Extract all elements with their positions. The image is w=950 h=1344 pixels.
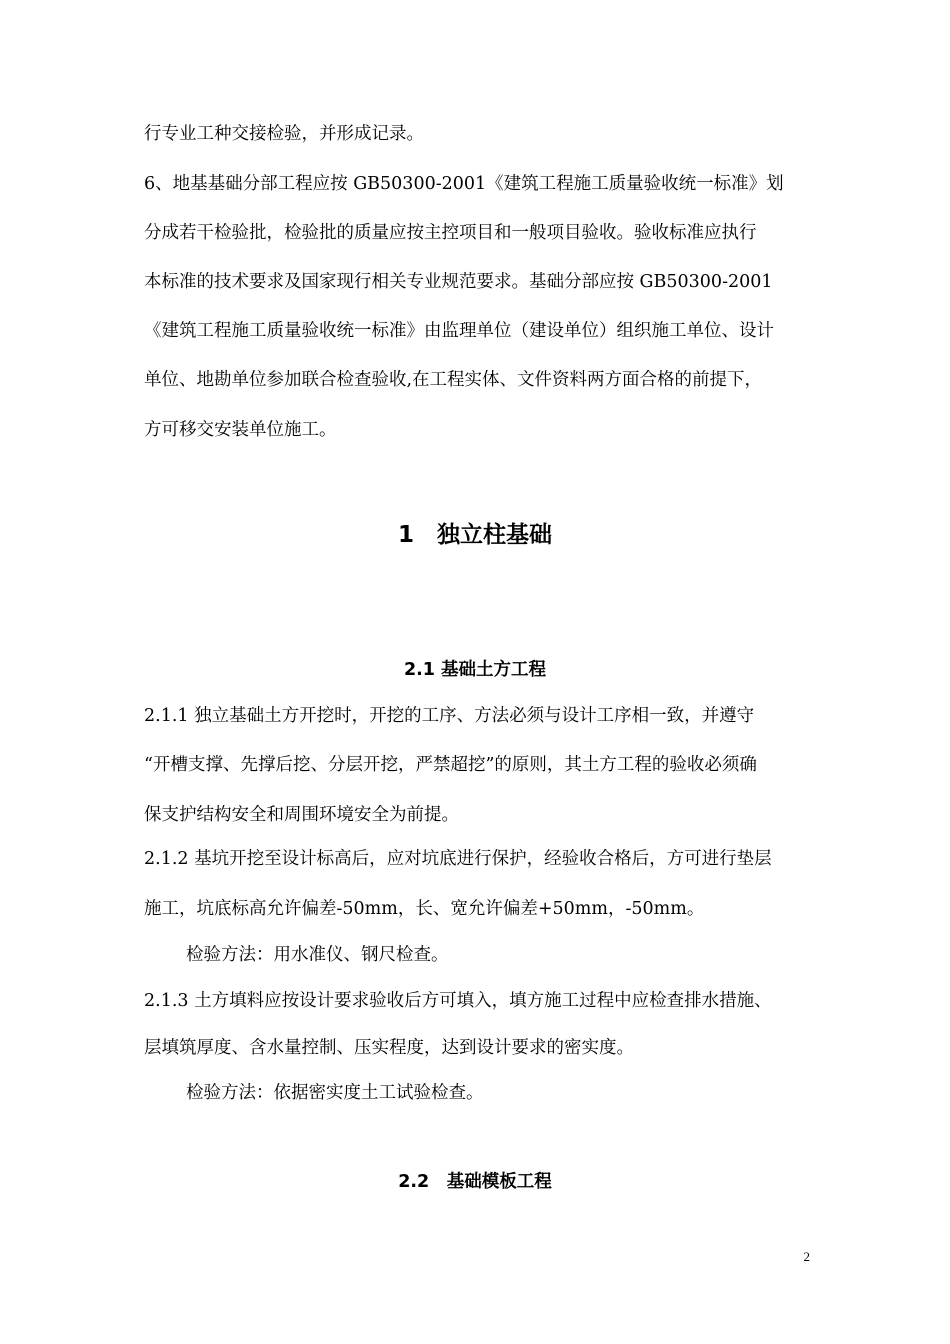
page-number: 2 <box>803 1249 810 1264</box>
inspection-method-line: 检验方法：用水准仪、钢尺检查。 <box>186 945 449 965</box>
inspection-method-line: 检验方法：依据密实度土工试验检查。 <box>186 1083 484 1103</box>
paragraph-line: 层填筑厚度、含水量控制、压实程度，达到设计要求的密实度。 <box>144 1038 634 1058</box>
paragraph-line: 行专业工种交接检验，并形成记录。 <box>144 124 424 144</box>
section-heading-2-2: 2.2 基础模板工程 <box>398 1172 552 1192</box>
paragraph-line: 2.1.2 基坑开挖至设计标高后，应对坑底进行保护，经验收合格后，方可进行垫层 <box>144 849 772 869</box>
paragraph-line: 2.1.3 土方填料应按设计要求验收后方可填入，填方施工过程中应检查排水措施、 <box>144 991 772 1011</box>
paragraph-line: 《建筑工程施工质量验收统一标准》由监理单位（建设单位）组织施工单位、设计 <box>144 321 774 341</box>
paragraph-line: 6、地基基础分部工程应按 GB50300-2001《建筑工程施工质量验收统一标准》划 <box>144 174 784 194</box>
paragraph-line: 分成若干检验批，检验批的质量应按主控项目和一般项目验收。验收标准应执行 <box>144 223 757 243</box>
section-heading-2-1: 2.1 基础土方工程 <box>403 660 547 680</box>
paragraph-line: 保支护结构安全和周围环境安全为前提。 <box>144 805 459 825</box>
chapter-heading: 1 独立柱基础 <box>397 522 552 548</box>
paragraph-line: 施工，坑底标高允许偏差-50mm，长、宽允许偏差+50mm，-50mm。 <box>144 899 705 919</box>
paragraph-line: 单位、地勘单位参加联合检查验收,在工程实体、文件资料两方面合格的前提下， <box>144 370 763 390</box>
paragraph-line: 2.1.1 独立基础土方开挖时，开挖的工序、方法必须与设计工序相一致，并遵守 <box>144 706 755 726</box>
paragraph-line: “开槽支撑、先撑后挖、分层开挖，严禁超挖”的原则，其土方工程的验收必须确 <box>144 755 757 775</box>
paragraph-line: 方可移交安装单位施工。 <box>144 420 337 440</box>
paragraph-line: 本标准的技术要求及国家现行相关专业规范要求。基础分部应按 GB50300-2001 <box>144 272 773 292</box>
